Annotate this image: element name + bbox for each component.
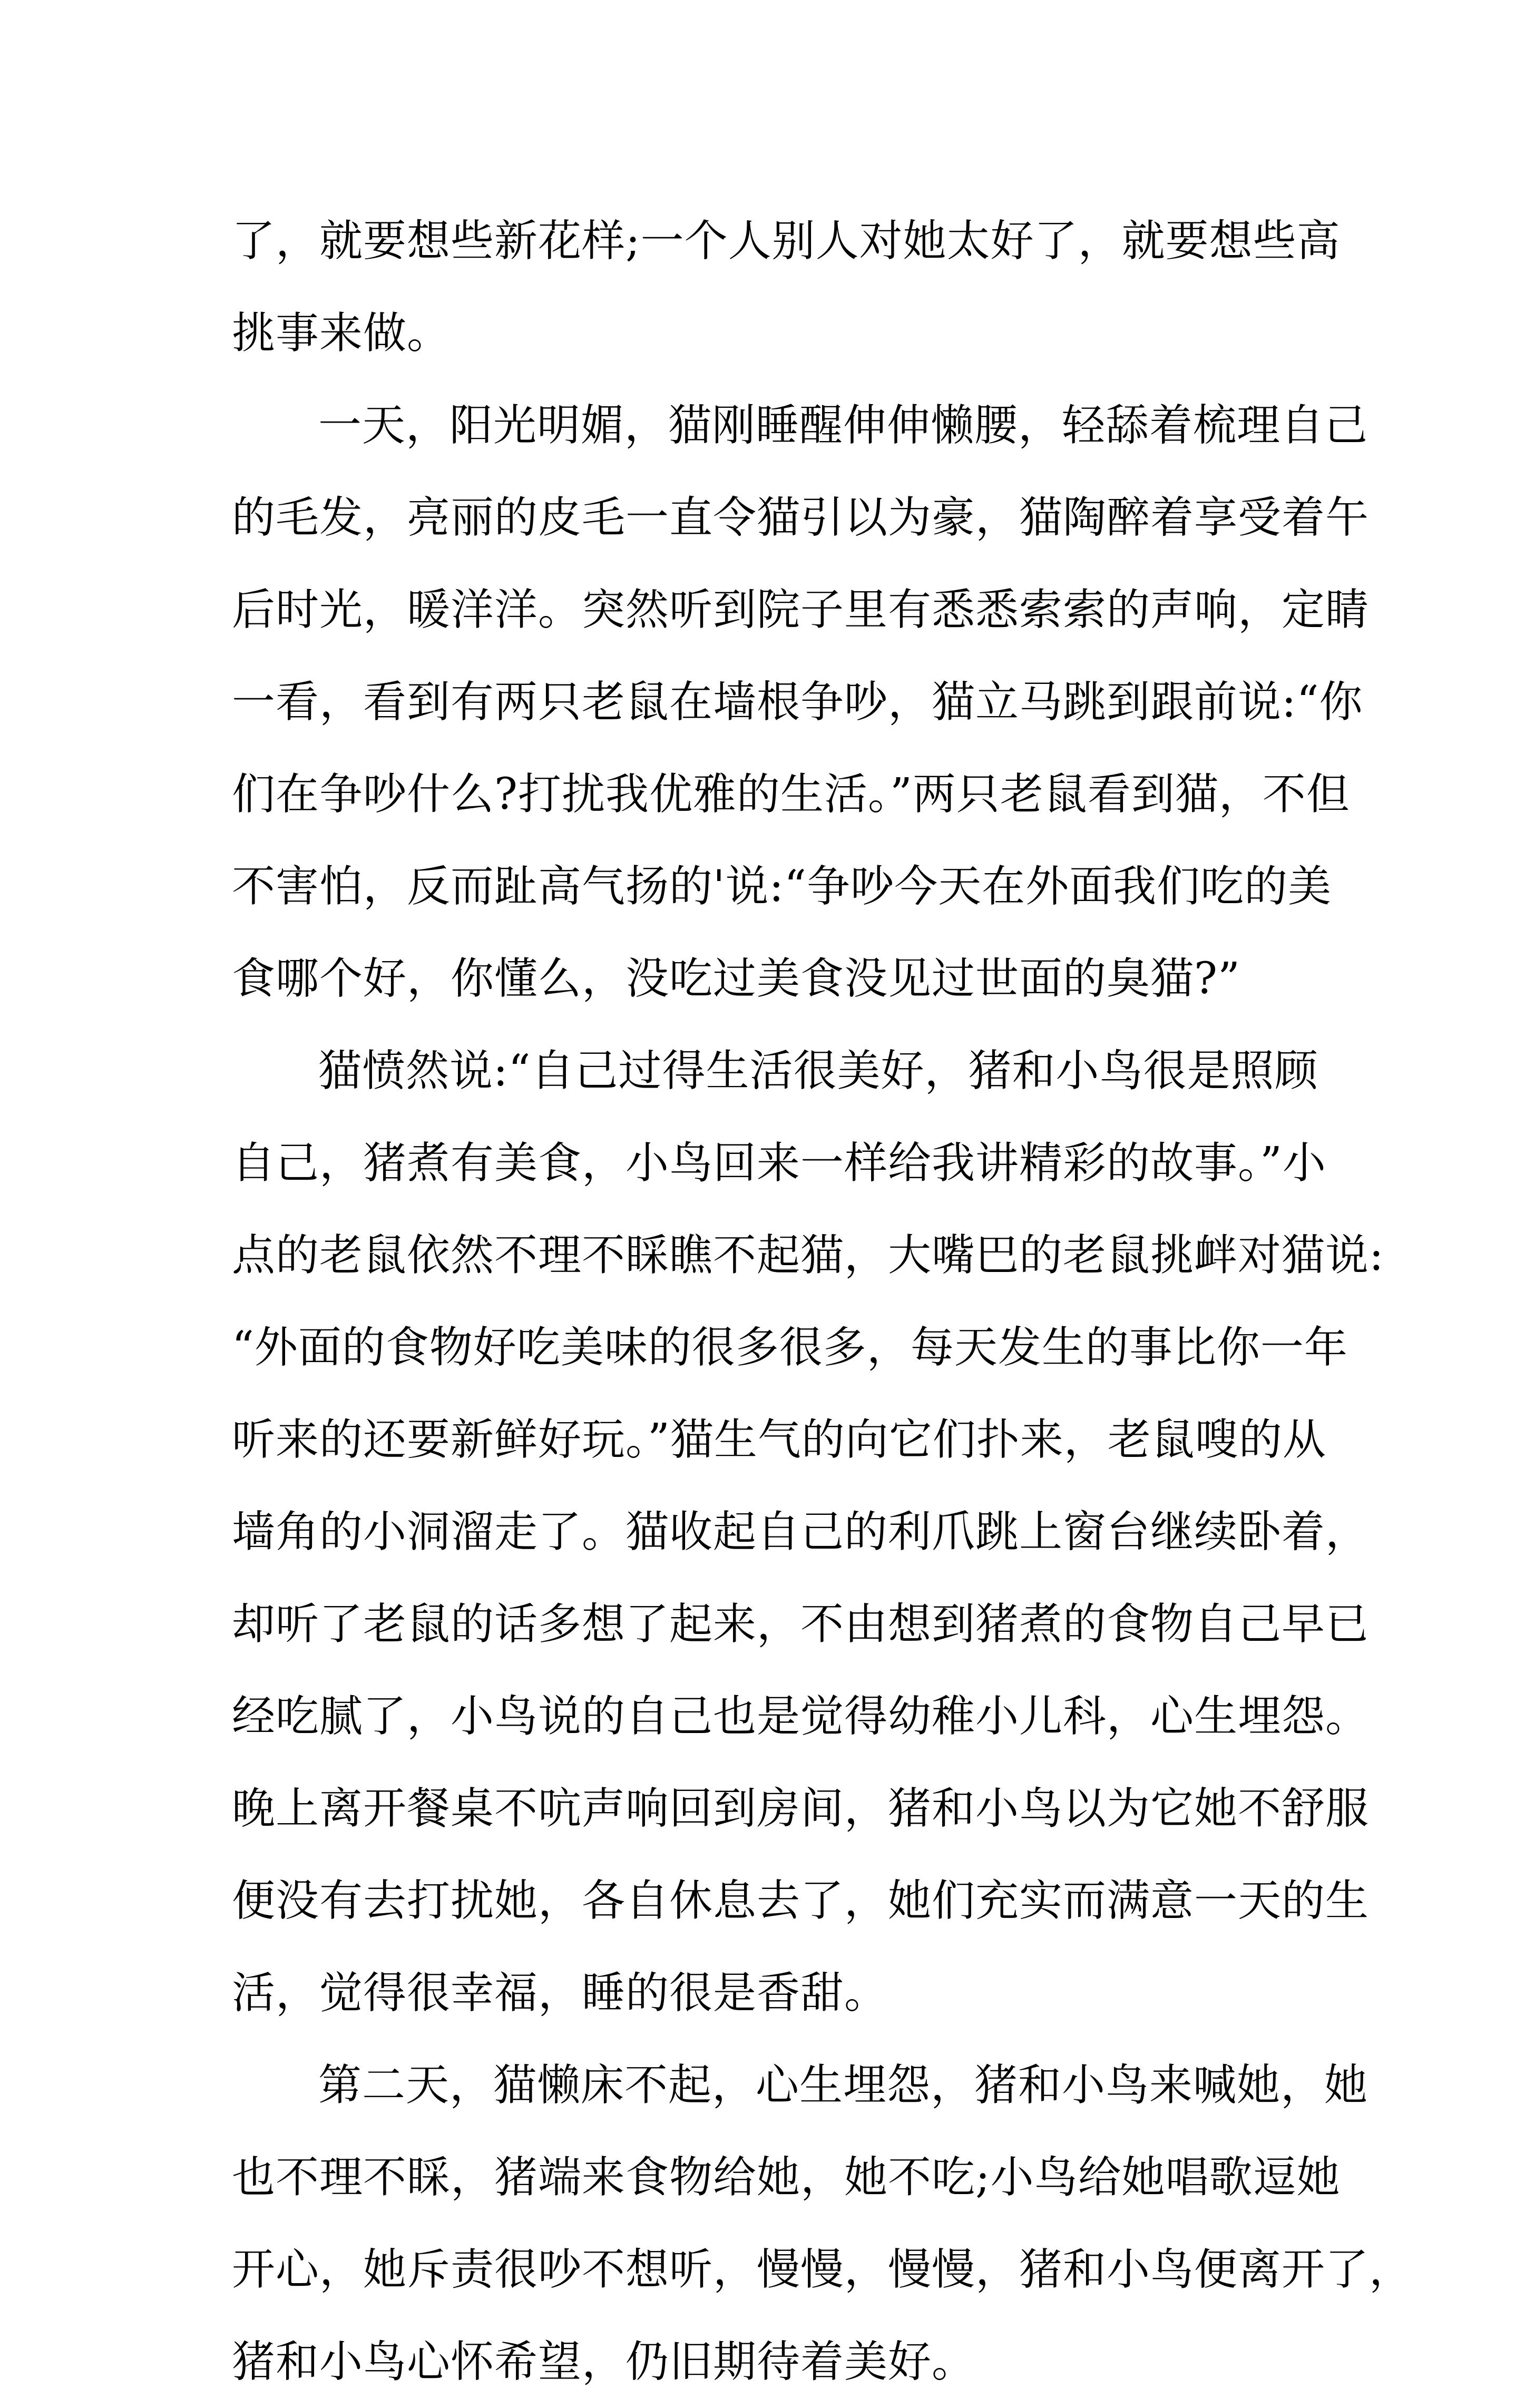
text-line: 晚上离开餐桌不吭声响回到房间，猪和小鸟以为它她不舒服 (232, 1784, 1370, 1834)
text-line: 了，就要想些新花样;一个人别人对她太好了，就要想些高 (232, 216, 1341, 266)
text-line: 墙角的小洞溜走了。猫收起自己的利爪跳上窗台继续卧着， (232, 1507, 1370, 1557)
text-line: 点的老鼠依然不理不睬瞧不起猫，大嘴巴的老鼠挑衅对猫说: (232, 1230, 1384, 1280)
text-line: 活，觉得很幸福，睡的很是香甜。 (232, 1968, 888, 2018)
paragraph-first-line: 第二天，猫懒床不起，心生埋怨，猪和小鸟来喊她，她 (318, 2060, 1368, 2110)
text-line: 也不理不睬，猪端来食物给她，她不吃;小鸟给她唱歌逗她 (232, 2152, 1341, 2203)
text-line: “外面的食物好吃美味的很多很多，每天发生的事比你一年 (232, 1323, 1348, 1373)
paragraph-first-line: 一天，阳光明媚，猫刚睡醒伸伸懒腰，轻舔着梳理自己 (318, 400, 1368, 451)
text-line: 一看，看到有两只老鼠在墙根争吵，猫立马跳到跟前说:“你 (232, 677, 1363, 727)
text-line: 食哪个好，你懂么，没吃过美食没见过世面的臭猫?” (232, 954, 1240, 1004)
paragraph-first-line: 猫愤然说:“自己过得生活很美好，猪和小鸟很是照顾 (318, 1046, 1318, 1096)
text-line: 便没有去打扰她，各自休息去了，她们充实而满意一天的生 (232, 1876, 1370, 1926)
text-line: 经吃腻了，小鸟说的自己也是觉得幼稚小儿科，心生埋怨。 (232, 1691, 1370, 1741)
text-line: 听来的还要新鲜好玩。”猫生气的向它们扑来，老鼠嗖的从 (232, 1415, 1326, 1465)
text-line: 猪和小鸟心怀希望，仍旧期待着美好。 (232, 2337, 976, 2387)
text-line: 不害怕，反而趾高气扬的'说:“争吵今天在外面我们吃的美 (232, 862, 1332, 912)
text-line: 开心，她斥责很吵不想听，慢慢，慢慢，猪和小鸟便离开了， (232, 2245, 1413, 2295)
text-line: 却听了老鼠的话多想了起来，不由想到猪煮的食物自己早已 (232, 1599, 1370, 1649)
text-line: 后时光，暖洋洋。突然听到院子里有悉悉索索的声响，定睛 (232, 585, 1370, 635)
text-line: 的毛发，亮丽的皮毛一直令猫引以为豪，猫陶醉着享受着午 (232, 493, 1370, 543)
text-line: 自己，猪煮有美食，小鸟回来一样给我讲精彩的故事。”小 (232, 1138, 1326, 1188)
document-body (232, 195, 1413, 2408)
text-line: 们在争吵什么?打扰我优雅的生活。”两只老鼠看到猫，不但 (232, 769, 1350, 819)
text-line: 挑事来做。 (232, 308, 451, 358)
